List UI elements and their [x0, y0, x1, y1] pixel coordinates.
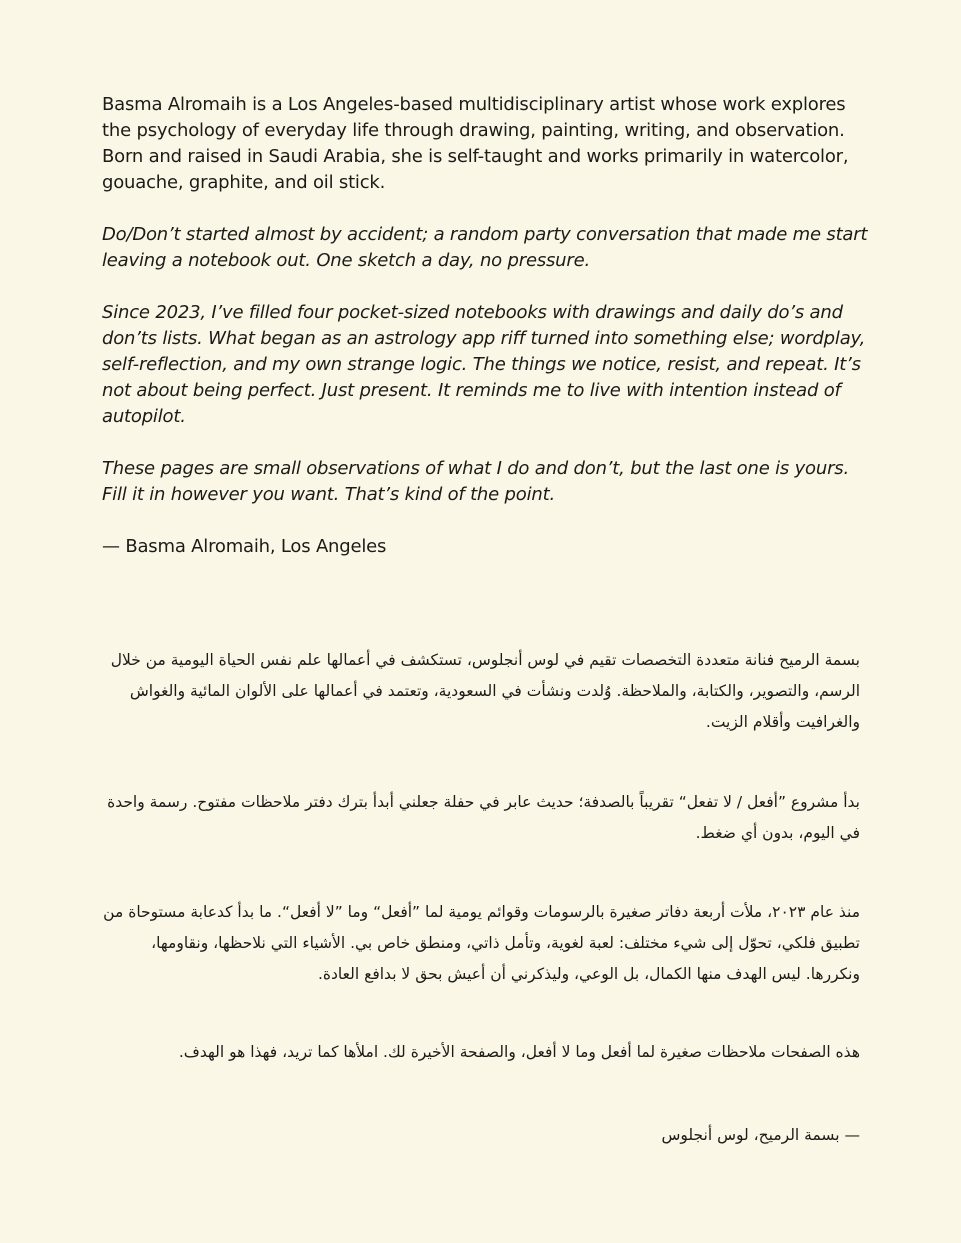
- english-signature: — Basma Alromaih, Los Angeles: [102, 536, 387, 557]
- english-paragraph-invitation: These pages are small observations of what I do and don’t, but the last one is yours. Fill it in however you want. That’s kind of the point.: [102, 458, 849, 505]
- arabic-paragraph-origin: بدأ مشروع ”أفعل / لا تفعل“ تقريباً بالصدفة؛ حديث عابر في حفلة جعلني أبدأ بترك دفتر ملاحظات مفتوح. رسمة واحدة في اليوم، بدون أي ضغط.: [107, 793, 860, 842]
- arabic-signature: — بسمة الرميح، لوس أنجلوس: [661, 1126, 860, 1144]
- english-text-section: [102, 92, 872, 560]
- arabic-paragraph-invitation: هذه الصفحات ملاحظات صغيرة لما أفعل وما لا أفعل، والصفحة الأخيرة لك. املأها كما تريد، فهذا هو الهدف.: [178, 1043, 860, 1061]
- english-paragraph-notebooks: Since 2023, I’ve filled four pocket-sized notebooks with drawings and daily do’s and don’ts lists. What began as an astrology app riff turned into something else; wordplay, self-reflection, and my own strange logic. The things we notice, resist, and repeat. It’s not about being perfect. Just present. It reminds me to live with intention instead of autopilot.: [102, 302, 866, 427]
- english-paragraph-origin: Do/Don’t started almost by accident; a random party conversation that made me start leaving a notebook out. One sketch a day, no pressure.: [102, 224, 868, 271]
- arabic-paragraph-bio: بسمة الرميح فنانة متعددة التخصصات تقيم في لوس أنجلوس، تستكشف في أعمالها علم نفس الحياة اليومية من خلال الرسم، والتصوير، والكتابة، والملاحظة. وُلدت ونشأت في السعودية، وتعتمد في أعمالها على الألوان المائية والغواش والغرافيت وأقلام الزيت.: [110, 651, 860, 731]
- english-paragraph-bio: Basma Alromaih is a Los Angeles-based multidisciplinary artist whose work explores the psychology of everyday life through drawing, painting, writing, and observation. Born and raised in Saudi Arabia, she is self-taught and works primarily in watercolor, gouache, graphite, and oil stick.: [102, 94, 849, 193]
- arabic-paragraph-notebooks: منذ عام ٢٠٢٣، ملأت أربعة دفاتر صغيرة بالرسومات وقوائم يومية لما ”أفعل“ وما ”لا أفعل“. ما بدأ كدعابة مستوحاة من تطبيق فلكي، تحوّل إلى شيء مختلف: لعبة لغوية، وتأمل ذاتي، ومنطق خاص بي. الأشياء التي نلاحظها، ونقاومها، ونكررها. ليس الهدف منها الكمال، بل الوعي، وليذكرني أن أعيش بحق لا بدافع العادة.: [103, 903, 860, 983]
